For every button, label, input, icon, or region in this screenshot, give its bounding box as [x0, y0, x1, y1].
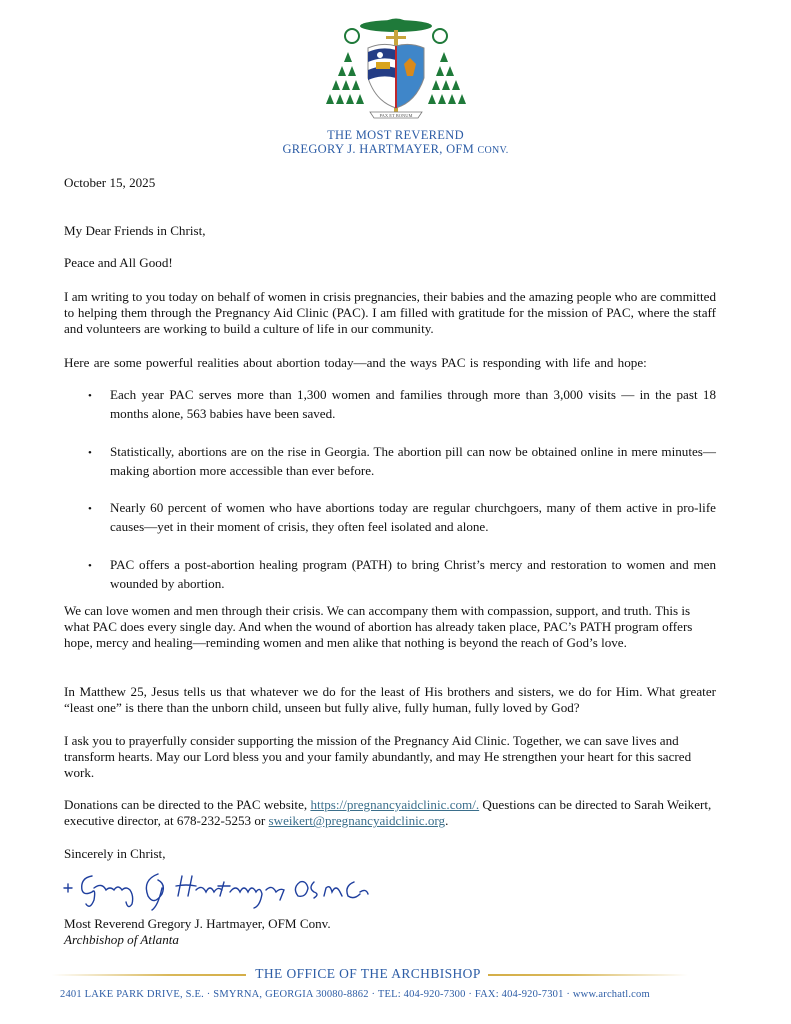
donation-text: Donations can be directed to the PAC website,: [64, 797, 311, 812]
letter-paragraph-4: In Matthew 25, Jesus tells us that whatever we do for the least of His brothers and sisters, we do for Him. What greater “least one” is there than the unborn child, unseen but fully alive, fully human, fully loved by God?: [64, 684, 716, 716]
bullet-marker: •: [88, 503, 92, 515]
signer-title: Archbishop of Atlanta: [64, 932, 179, 947]
letterhead-name: GREGORY J. HARTMAYER, OFM: [282, 142, 478, 156]
signature-image: [62, 866, 372, 914]
footer-gold-rule-left: [52, 974, 246, 976]
svg-text:PAX ET BONUM: PAX ET BONUM: [379, 113, 413, 118]
bullet-item-2: Statistically, abortions are on the rise in Georgia. The abortion pill can now be obtained online in mere minutes—making abortion more accessible than ever before.: [110, 444, 716, 478]
footer-address: 2401 LAKE PARK DRIVE, S.E. · SMYRNA, GEORGIA 30080-8862 · TEL: 404-920-7300 · FAX: 404-920-7301 · www.archatl.com: [60, 989, 650, 1000]
letter-date: October 15, 2025: [64, 175, 156, 190]
letter-greeting: Peace and All Good!: [64, 255, 173, 270]
letterhead-conv: CONV.: [477, 145, 509, 156]
letterhead-title-line1: THE MOST REVEREND: [327, 128, 464, 142]
letter-closing: Sincerely in Christ,: [64, 846, 166, 861]
bullet-item-1: Each year PAC serves more than 1,300 women and families through more than 3,000 visits — in the past 18 months alone, 563 babies have been saved.: [110, 387, 716, 421]
questions-text: Questions can be directed to Sarah Weikert, executive director, at 678-232-5253 or: [64, 797, 712, 829]
letter-paragraph-6: [64, 797, 716, 829]
email-link[interactable]: sweikert@pregnancyaidclinic.org: [268, 813, 446, 829]
footer-gold-rule-right: [488, 974, 688, 976]
period-text: .: [445, 813, 449, 829]
bullet-marker: •: [88, 390, 92, 402]
letter-paragraph-5: I ask you to prayerfully consider supporting the mission of the Pregnancy Aid Clinic. Together, we can save lives and transform hearts. May our Lord bless you and your family abundantly, and may He strengthen your heart for this sacred work.: [64, 733, 692, 781]
letter-paragraph-1: I am writing to you today on behalf of women in crisis pregnancies, their babies and the amazing people who are committed to helping them through the Pregnancy Aid Clinic (PAC). I am filled with gratitude for the mission of PAC, where the staff and volunteers are working to build a culture of life in our community.: [64, 289, 716, 337]
letter-salutation: My Dear Friends in Christ,: [64, 223, 206, 238]
website-link[interactable]: https://pregnancyaidclinic.com/.: [310, 797, 480, 812]
bullet-marker: •: [88, 447, 92, 459]
bullet-marker: •: [88, 560, 92, 572]
bullet-item-4: PAC offers a post-abortion healing program (PATH) to bring Christ’s mercy and restoration to women and men wounded by abortion.: [110, 557, 716, 591]
footer-office-title: THE OFFICE OF THE ARCHBISHOP: [255, 966, 481, 981]
coat-of-arms-icon: [318, 16, 474, 126]
letter-paragraph-2: Here are some powerful realities about abortion today—and the ways PAC is responding with life and hope:: [64, 355, 647, 370]
signer-name: Most Reverend Gregory J. Hartmayer, OFM Conv.: [64, 916, 331, 931]
bullet-item-3: Nearly 60 percent of women who have abortions today are regular churchgoers, many of them active in pro-life causes—yet in their moment of crisis, they often feel isolated and alone.: [110, 500, 716, 534]
letterhead-title-line2: [0, 142, 791, 157]
letter-paragraph-3: We can love women and men through their crisis. We can accompany them with compassion, support, and truth. This is what PAC does every single day. And when the wound of abortion has already taken place, PAC’s PATH program offers hope, mercy and healing—reminding women and men alike that nothing is beyond the reach of God’s love.: [64, 603, 693, 651]
